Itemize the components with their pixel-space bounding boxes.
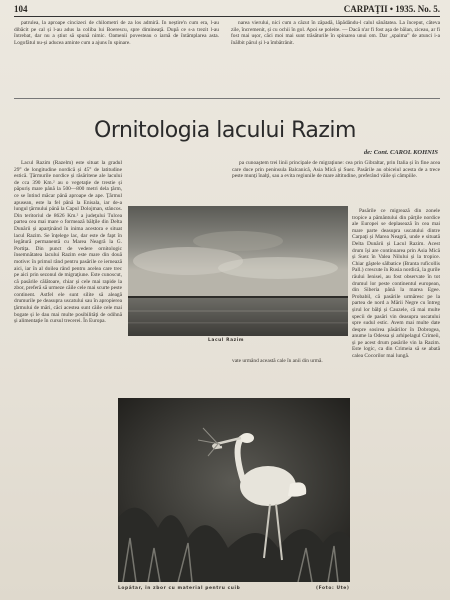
article-right-column-top: pa cunoaştem trei linii principale de migraţiune: cea prin Gibraltar, prin Italia și în fine acea care duce prin peninsula Balcanică, Asia Mică și Suez. Pasările au obiceiul acesta de a trece peste munţi înalţi, sau a evita regiunile de mare altitudine, preferând văile și câmpiile. — [232, 160, 440, 180]
article-left-column: Lacul Razim (Razelm) este situat la gradul 29° de longitudine nordică și 45° de latitudine estică. Ţărmurile nordice și răsăritene ale lacului de cca 390 Km.² au o vegetaţie de trestie și păpuriș mare până la 500—800 metri dela ţărm, ce se întind măcar până aproape de ape. Ţărmul apusean, este la fel până la Enisala, iar de-a lungul ţărmului până la Capul Dolojman, stâncos. Din teritoriul de 8626 Km.² a judeţului Tulcea partea cea mai mare o formează bălţile din Delta Dunării și aparţinând în inima acestora e situat lacul Razim. Se înţelege lac, dar este de fapt în legătură permanentă cu Marea Neagră la G. Portiţa. Din punct de vedere ornitologic însemnătatea lacului Razim este mare din două motive: în primul rând pentru pasările ce iernează aici, iar în al doilea rând pentru acelea care trec pe aici prin sezonul de migraţiune. Este cunoscut, că pasările călătoare, chiar și cele mai rapide la zbor, preferă să urmeze căile cele mai scurte peste continent. Astfel ele sunt silite să aleagă drumurile pe deasupra uscatului sau în apropierea ţărmului de mări, căci acestea sunt căile cele mai bogate și le dau mai multe posibilităţi de odihnă și alimentaţie în cursul trecerei. În Europa. — [14, 160, 122, 325]
spoonbill-image — [118, 398, 350, 582]
bird-photo-caption: Lopătar, în zbor cu material pentru cuib — [118, 586, 241, 591]
article-byline: de: Cont. CAROL KOHNIS — [363, 149, 438, 156]
top-right-text: narea vierului, nici cum a căzut în zăpadă, lăpădându-l calul sănătatea. La început, câteva zile, încremenit, și cu ochii în gol. Apoi se poleite. — Dacă n'ar fi fost aşa de bălan, ziceau, ar fi fost mai ușor, căci moi mai sunt trăsăturile în spinarea unui om. Dar „spaima” de atunci i-a înălbit părul și l-a îmbătrânit. — [231, 20, 440, 46]
page-header — [14, 2, 440, 17]
article-middle-line: vate urmând această cale în anii din urmă. — [232, 358, 323, 364]
lake-photo-caption: Lacul Razim — [208, 338, 245, 343]
section-divider — [14, 98, 440, 99]
lake-razim-photo — [128, 206, 348, 336]
article-right-column: Pasările ce migrează din zonele tropice a pământului din părţile nordice ale Europei se deplasează în cea mai mare parte deasupra uscatului dintre Carpaţi și Marea Neagră, unde e situată Delta Dunării și Lacul Razim. Acest drum își are continuarea prin Asia Mică și Suez în Valea Nilului și la tropice. Chiar gâştele sălbatice (Branta ruficollis Pall.) crescute în Rusia nordică, la gurile râului Ienisei, au fost observate în tot drumul lor peste continentul european, din Siberia până la marea Egee. Probabil, că pasările urmăresc pe la partea de nord a Mării Negre cu întreg șirul lor bălţi și Cauzele, că mai multe specii de pasări vin deasupra uscatului spre sudul estic. Avem mai multe date despre sosirea păsărilor în Dobrogea, anume la Odessa și arhipelagul Crimeii, și pe acest drum pasările vin la Razim. Este logic, ca din Crimeia să se abată calea Cocorilor mai lungă. — [352, 208, 440, 360]
photo-credit: (Foto: Ute) — [316, 586, 350, 591]
page-number: 104 — [14, 4, 28, 14]
lake-razim-image — [128, 206, 348, 336]
magazine-issue: CARPAŢII • 1935. No. 5. — [343, 4, 440, 14]
spoonbill-photo — [118, 398, 350, 582]
article-title: Ornitologia lacului Razim — [94, 118, 356, 143]
top-left-text: patrulea, la aproape cincizeci de chilometri de za los admirã. În neștire'n cum era, l-au dibãcit pe cal și l-au adus la coliba lui Boerescu, spre dimineaţă. După ce s-a trezit l-au întrebat, dar nu a știut să spună nimic. Oamenii povesteau o iarnă de întâmplarea asta. Logofătul nu-și aducea aminte cum a ajuns în spinare. — [14, 20, 219, 46]
